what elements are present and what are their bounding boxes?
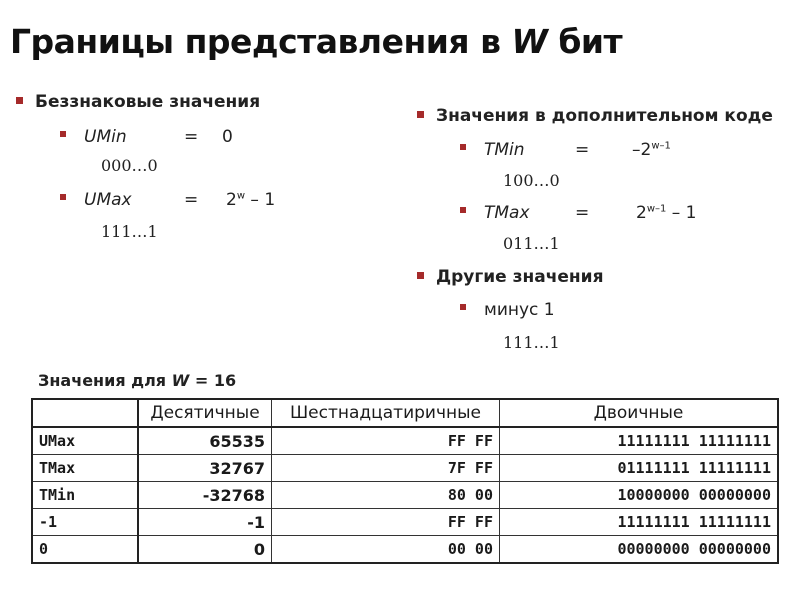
row-label: UMax: [32, 427, 138, 455]
umax-label: UMax: [84, 190, 132, 210]
header-decimal: Десятичные: [138, 399, 272, 427]
other-heading-text: Другие значения: [436, 267, 604, 287]
row-binary: 00000000 00000000: [500, 536, 779, 564]
umin-bits: 000…0: [101, 156, 158, 175]
minus-one-bits: 111…1: [503, 333, 560, 352]
row-decimal: -32768: [138, 482, 272, 509]
minus-one-label: минус 1: [484, 300, 555, 320]
row-label: TMax: [32, 455, 138, 482]
row-decimal: 32767: [138, 455, 272, 482]
header-hex: Шестнадцатиричные: [272, 399, 500, 427]
unsigned-heading-text: Беззнаковые значения: [35, 92, 261, 112]
table-title-prefix: Значения для: [38, 371, 167, 390]
row-hex: FF FF: [272, 427, 500, 455]
row-hex: FF FF: [272, 509, 500, 536]
twos-heading-text: Значения в дополнительном коде: [436, 106, 773, 126]
row-binary: 11111111 11111111: [500, 509, 779, 536]
tmax-bits: 011…1: [503, 234, 560, 253]
tmax-row: [460, 203, 780, 223]
umin-label: UMin: [84, 127, 127, 147]
row-decimal: -1: [138, 509, 272, 536]
umax-bits: 111…1: [101, 222, 158, 241]
table-title-var: W: [171, 371, 190, 390]
title-prefix: Границы представления в: [10, 22, 501, 61]
bullet-icon: [417, 111, 424, 118]
row-hex: 80 00: [272, 482, 500, 509]
row-label: 0: [32, 536, 138, 564]
bullet-icon: [417, 272, 424, 279]
umax-value: 2$^w$ – 1: [226, 190, 276, 210]
tmin-bits: 100…0: [503, 171, 560, 190]
other-heading: [417, 267, 604, 287]
bullet-icon: [16, 97, 23, 104]
umax-row: [60, 190, 360, 210]
row-label: -1: [32, 509, 138, 536]
values-table: [31, 398, 779, 564]
umin-equals: =: [184, 127, 199, 147]
row-hex: 00 00: [272, 536, 500, 564]
row-decimal: 0: [138, 536, 272, 564]
header-binary: Двоичные: [500, 399, 779, 427]
tmin-equals: =: [575, 140, 590, 160]
row-label: TMin: [32, 482, 138, 509]
twos-heading: [417, 106, 773, 126]
umax-equals: =: [184, 190, 199, 210]
row-hex: 7F FF: [272, 455, 500, 482]
title-suffix: бит: [558, 22, 623, 61]
bullet-icon: [460, 207, 466, 213]
bullet-icon: [460, 304, 466, 310]
tmin-row: [460, 140, 780, 160]
table-title-suffix: = 16: [194, 371, 237, 390]
table-header-row: [32, 399, 778, 427]
header-label: [32, 399, 138, 427]
table-row: [32, 482, 778, 509]
umin-value: 0: [222, 127, 233, 147]
umin-row: [60, 127, 360, 147]
tmax-equals: =: [575, 203, 590, 223]
bullet-icon: [460, 144, 466, 150]
bullet-icon: [60, 194, 66, 200]
slide-title: [10, 22, 622, 61]
unsigned-heading: [16, 92, 260, 112]
minus-one-row: [460, 300, 555, 320]
tmin-label: TMin: [484, 140, 525, 160]
tmax-value: 2$^{w-1}$ – 1: [636, 203, 697, 223]
tmin-value: –2$^{w-1}$: [632, 140, 671, 160]
bullet-icon: [60, 131, 66, 137]
tmax-label: TMax: [484, 203, 530, 223]
row-decimal: 65535: [138, 427, 272, 455]
row-binary: 10000000 00000000: [500, 482, 779, 509]
table-row: [32, 455, 778, 482]
title-var: W: [511, 22, 548, 61]
row-binary: 01111111 11111111: [500, 455, 779, 482]
row-binary: 11111111 11111111: [500, 427, 779, 455]
table-row: [32, 427, 778, 455]
table-title: [38, 371, 236, 390]
table-row: [32, 509, 778, 536]
table-row: [32, 536, 778, 564]
